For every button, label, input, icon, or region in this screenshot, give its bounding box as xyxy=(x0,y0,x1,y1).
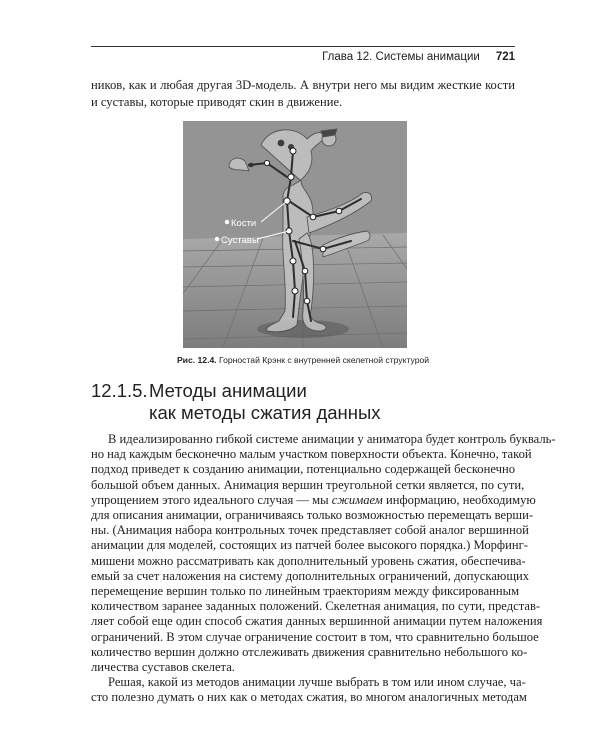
intro-line: ников, как и любая другая 3D-модель. А внутри него мы видим жесткие кости xyxy=(91,78,515,92)
section-number: 12.1.5. xyxy=(91,380,148,401)
body-line: для описания анимации, ограничиваясь только возможностью перемещать верши- xyxy=(91,508,534,523)
section-title-line2: как методы сжатия данных xyxy=(149,402,381,423)
body-line: перемещение вершин только по линейным траекториям между фиксированным xyxy=(91,584,520,599)
skeleton-render xyxy=(183,121,407,348)
joints-label: Суставы xyxy=(221,235,259,246)
body-line: емый за счет наложения на систему дополнительных ограничений, допускающих xyxy=(91,568,530,583)
chapter-title: Глава 12. Системы анимации xyxy=(322,51,480,63)
intro-line: и суставы, которые приводят скин в движение. xyxy=(91,95,343,109)
body-line: личества суставов скелета. xyxy=(91,660,235,675)
body-line: ляет собой еще один способ сжатия данных вершинной анимации путем наложения xyxy=(91,614,543,629)
body-line: подход приведет к созданию анимации, потенциально содержащей бесконечно xyxy=(91,462,515,477)
body-line: количество вершин должно отслеживать движения сравнительно небольшого ко- xyxy=(91,644,528,659)
body-line: количеством заранее заданных положений. Скелетная анимация, по сути, представ- xyxy=(91,599,541,614)
page-number: 721 xyxy=(495,51,515,63)
body-text xyxy=(91,432,556,706)
section-heading xyxy=(91,380,515,424)
running-head xyxy=(91,47,515,67)
intro-paragraph xyxy=(91,77,515,111)
body-text-span: информацию, необходимую xyxy=(382,492,536,507)
body-line: анимации для моделей, состоящих из патчей более высокого порядка.) Морфинг- xyxy=(91,538,528,553)
body-line: Решая, какой из методов анимации лучше выбрать в том или ином случае, ча- xyxy=(108,675,526,690)
figure-caption xyxy=(91,355,515,365)
figure-image xyxy=(183,121,407,348)
bones-label: Кости xyxy=(231,218,257,229)
bones-label-dot xyxy=(225,220,229,224)
body-line: сто полезно думать о них как о методах сжатия, во многом аналогичных методам xyxy=(91,690,527,705)
section-title-line1: Методы анимации xyxy=(149,380,307,401)
body-line: В идеализированно гибкой системе анимации у аниматора будет контроль букваль- xyxy=(108,432,556,446)
body-line: но над каждым бесконечно малым участком поверхности объекта. Конечно, такой xyxy=(91,447,532,462)
emphasis: сжимаем xyxy=(331,492,383,507)
joints-label-dot xyxy=(215,237,219,241)
figure-caption-text: Горностай Крэнк с внутренней скелетной структурой xyxy=(216,355,430,365)
body-text-span: упрощением этого идеального случая — мы xyxy=(91,492,332,507)
body-line: ны. (Анимация набора контрольных точек представляет собой аналог вершинной xyxy=(91,523,529,538)
body-line: большой объем данных. Анимация вершин треугольной сетки является, по сути, xyxy=(91,477,525,492)
figure-caption-label: Рис. 12.4. xyxy=(176,355,217,365)
body-line: ограничений. В этом случае ограничение состоит в том, что сравнительно большое xyxy=(91,629,539,644)
body-line xyxy=(91,492,536,508)
body-line: мишени можно рассматривать как дополнительный уровень сжатия, обеспечива- xyxy=(91,553,526,568)
